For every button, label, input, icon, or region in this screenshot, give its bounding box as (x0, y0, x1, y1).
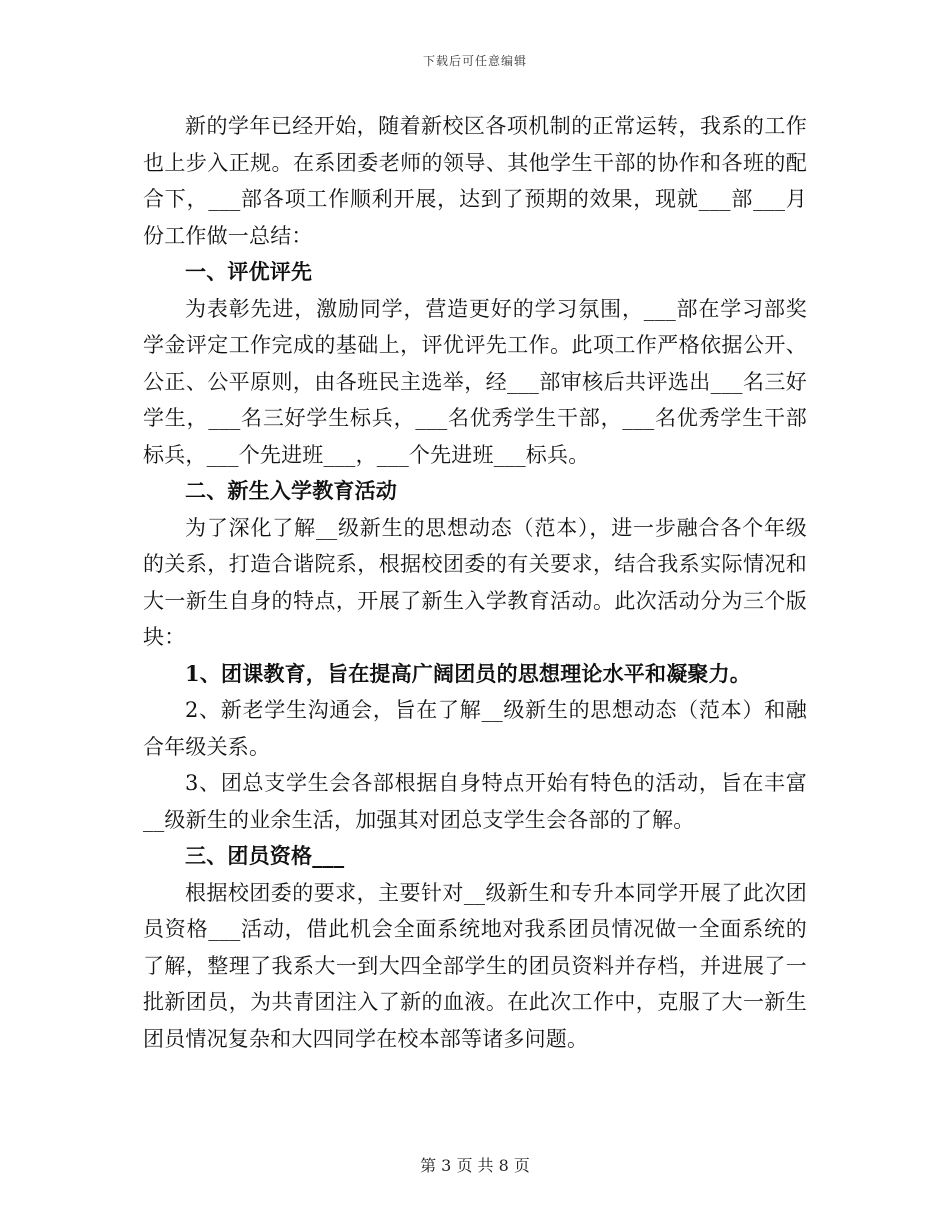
section-heading-awards: 一、评优评先 (185, 259, 313, 284)
intro-paragraph: 新的学年已经开始，随着新校区各项机制的正常运转，我系的工作也上步入正规。在系团委老师的领导、其他学生干部的协作和各班的配合下，___部各项工作顺利开展，达到了预期的效果，现就___部___月份工作做一总结： (143, 114, 807, 248)
section-heading-freshman-education: 二、新生入学教育活动 (185, 478, 397, 503)
page-number: 第 3 页 共 8 页 (420, 1156, 530, 1175)
section-paragraph-membership: 根据校团委的要求，主要针对__级新生和专升本同学开展了此次团员资格___活动，借此机会全面系统地对我系团员情况做一全面系统的了解，整理了我系大一到大四全部学生的团员资料并存档，并进展了一批新团员，为共青团注入了新的血液。在此次工作中，克服了大一新生团员情况复杂和大四同学在校本部等诸多问题。 (143, 880, 807, 1051)
document-body (143, 108, 807, 1057)
list-item-department-activities: 3、团总支学生会各部根据自身特点开始有特色的活动，旨在丰富__级新生的业余生活，加强其对团总支学生会各部的了解。 (143, 771, 807, 832)
list-item-league-class: 1、团课教育，旨在提高广阔团员的思想理论水平和凝聚力。 (185, 660, 752, 686)
section-paragraph-freshman-education: 为了深化了解__级新生的思想动态（范本），进一步融合各个年级的关系，打造合谐院系，根据校团委的有关要求，结合我系实际情况和大一新生自身的特点，开展了新生入学教育活动。此次活动分为三个版块： (143, 515, 807, 649)
header-note: 下载后可任意编辑 (422, 54, 527, 68)
section-paragraph-awards: 为表彰先进，激励同学，营造更好的学习氛围，___部在学习部奖学金评定工作完成的基础上，评优评先工作。此项工作严格依据公开、公正、公平原则，由各班民主选举，经___部审核后共评选出___名三好学生，___名三好学生标兵，___名优秀学生干部，___名优秀学生干部标兵，___个先进班___，___个先进班___标兵。 (143, 296, 807, 467)
list-item-communication-meeting: 2、新老学生沟通会，旨在了解__级新生的思想动态（范本）和融合年级关系。 (143, 698, 807, 759)
section-heading-membership: 三、团员资格___ (185, 843, 345, 868)
